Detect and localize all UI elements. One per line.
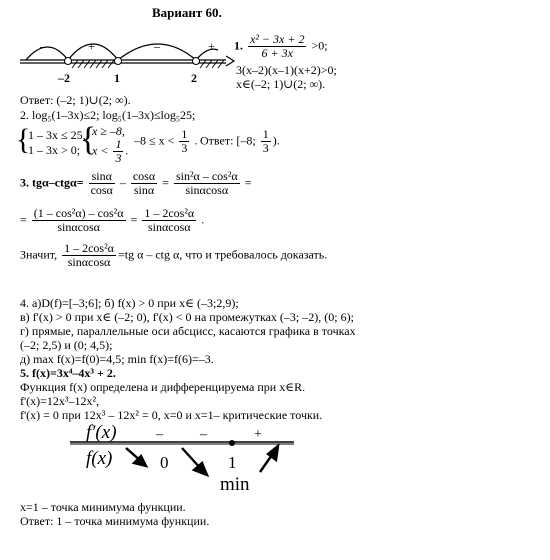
task5-answer: Ответ: 1 – точка минимума функции. bbox=[20, 514, 210, 528]
task4-d: д) max f(x)=f(0)=4,5; min f(x)=f(6)=–3. bbox=[20, 352, 214, 366]
arrow-down-2 bbox=[182, 448, 207, 475]
task3-line3: Значит, $\frac{\text{1 – 2cos²α}}{\sin\alpha\cos\alpha}$ =tg α – ctg α, что и требовалось доказать. bbox=[20, 241, 328, 269]
task4-c1: г) прямые, параллельные оси абсцисс, касаются графика в точках bbox=[20, 324, 356, 338]
label-2: 2 bbox=[191, 71, 197, 85]
task4-a: 4. а)D(f)=[–3;6]; б) f(x) > 0 при x∈ (–3;2,9); bbox=[20, 296, 239, 310]
hatch-1 bbox=[72, 60, 114, 68]
table-fprime: f′(x) bbox=[86, 422, 117, 443]
hatch-2 bbox=[200, 60, 224, 68]
sign-1: – bbox=[40, 39, 46, 53]
arrow-down-1 bbox=[126, 448, 146, 466]
table-f: f(x) bbox=[86, 448, 113, 469]
table-min: min bbox=[220, 474, 250, 495]
task2-range: –8 ≤ x < $\frac{1}{3}$ . bbox=[134, 127, 198, 155]
sign-3: – bbox=[154, 39, 160, 53]
sign-4: + bbox=[208, 39, 215, 53]
point-minus2 bbox=[65, 58, 72, 65]
task1-answer: Ответ: (–2; 1)∪(2; ∞). bbox=[20, 93, 131, 107]
task4-b: в) f'(x) > 0 при x∈ (–2; 0), f'(x) < 0 на промежутках (–3; –2), (0; 6); bbox=[20, 310, 354, 324]
task5-l3: f'(x) = 0 при 12x³ – 12x² = 0, x=0 и x=1– критические точки. bbox=[20, 408, 323, 422]
task5-concl: x=1 – точка минимума функции. bbox=[20, 500, 186, 514]
axis-arrow bbox=[226, 56, 234, 66]
table-sign-3: + bbox=[254, 427, 262, 442]
task1-inequality: 1. $\frac{\text{x² − 3x + 2}}{6 + 3x}$ >0; bbox=[234, 32, 328, 60]
task1-line2: 3(x–2)(x–1)(x+2)>0; bbox=[236, 63, 337, 77]
label-minus2: –2 bbox=[58, 71, 70, 85]
arrow-up bbox=[260, 446, 278, 472]
table-sign-2: – bbox=[200, 427, 207, 442]
interval-diagram bbox=[18, 28, 238, 88]
table-point-1: 1 bbox=[228, 453, 237, 472]
point-1 bbox=[115, 58, 122, 65]
label-1: 1 bbox=[114, 71, 120, 85]
variant-title: Вариант 60. bbox=[152, 5, 222, 20]
sign-2: + bbox=[88, 39, 95, 53]
task3-line1: 3. tgα–ctgα= $\frac{\sin\alpha}{\cos\alpha}$ – $\frac{\cos\alpha}{\sin\alpha}$ = $\frac{\text{sin²α – cos²α}}{\sin\alpha\cos\alpha}$ = bbox=[20, 169, 252, 197]
crit-point-1 bbox=[229, 440, 235, 446]
task4-c2: (–2; 2,5) и (0; 4,5); bbox=[20, 338, 113, 352]
sign-table bbox=[70, 420, 310, 496]
task5-l2: f'(x)=12x³–12x², bbox=[20, 394, 100, 408]
arc-1 bbox=[26, 47, 68, 60]
table-sign-1: – bbox=[156, 427, 163, 442]
point-2 bbox=[193, 58, 200, 65]
task1-line3: x∈(–2; 1)∪(2; ∞). bbox=[236, 77, 326, 91]
task5-head: 5. f(x)=3x⁴–4x³ + 2. bbox=[20, 366, 116, 380]
task5-l1: Функция f(x) определена и дифференцируема при x∈R. bbox=[20, 380, 306, 394]
task2-answer: Ответ: [–8; $\frac{1}{3}$ ). bbox=[200, 127, 280, 155]
task2-line1: 2. log₅(1–3x)≤2; log₅(1–3x)≤log₅25; bbox=[20, 108, 196, 122]
table-point-0: 0 bbox=[160, 453, 169, 472]
task3-line2: = $\frac{\text{(1 – cos²α) – cos²α}}{\sin\alpha\cos\alpha}$ = $\frac{\text{1 – 2cos²α}}{\sin\alpha\cos\alpha}$ . bbox=[20, 206, 205, 234]
